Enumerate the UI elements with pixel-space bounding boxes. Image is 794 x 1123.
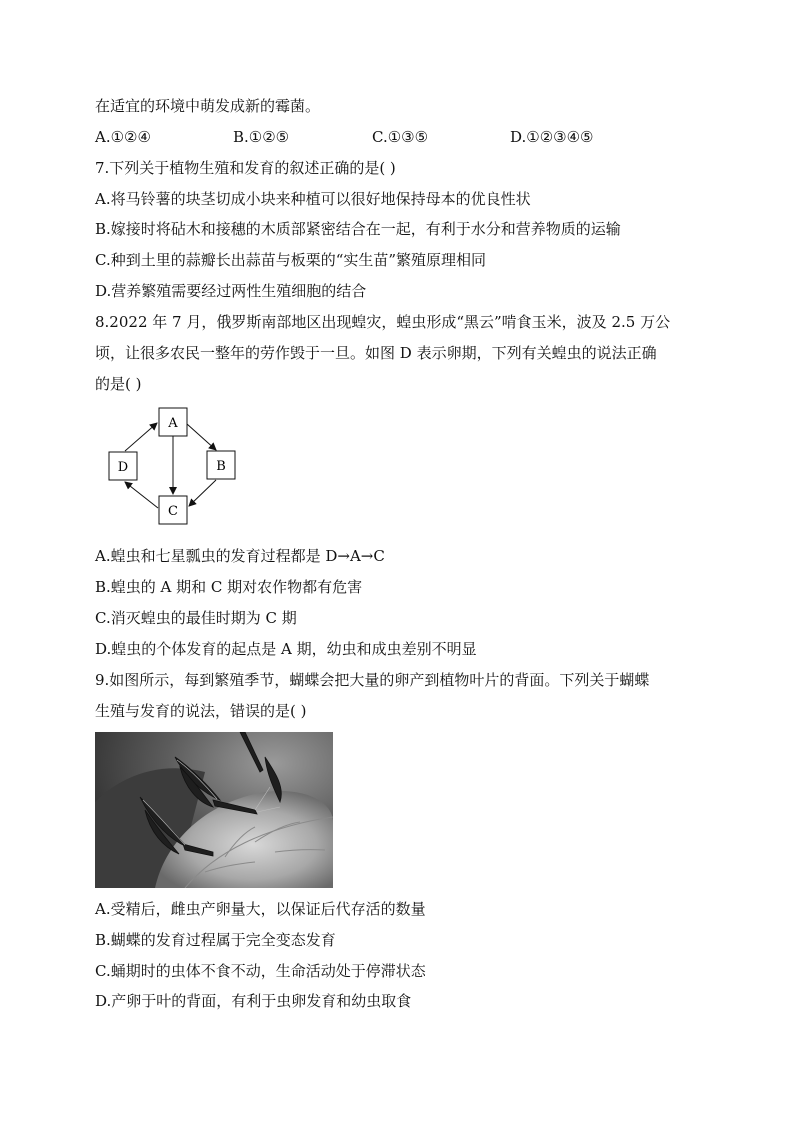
arrow-a-to-b <box>187 424 216 450</box>
arrow-c-to-d <box>125 482 158 508</box>
q8-stem-line-2: 顷，让很多农民一整年的劳作毁于一旦。如图 D 表示卵期，下列有关蝗虫的说法正确 <box>95 344 657 362</box>
stage-label-c: C <box>168 504 178 519</box>
stage-label-d: D <box>117 460 129 475</box>
q8-option-c: C.消灭蝗虫的最佳时期为 C 期 <box>95 609 297 627</box>
q8-stem-line-3: 的是( ) <box>95 375 142 393</box>
q9-option-d: D.产卵于叶的背面，有利于虫卵发育和幼虫取食 <box>95 992 412 1010</box>
life-cycle-diagram <box>100 402 250 528</box>
butterfly-photo <box>95 732 333 888</box>
q8-stem-line-1: 8.2022 年 7 月，俄罗斯南部地区出现蝗灾，蝗虫形成“黑云”啃食玉米，波及 2.5 万公 <box>95 313 671 331</box>
arrow-b-to-c <box>189 480 216 506</box>
arrow-d-to-a <box>125 423 157 451</box>
q6-option-c: C.①③⑤ <box>372 128 429 146</box>
q9-option-b: B.蝴蝶的发育过程属于完全变态发育 <box>95 931 336 949</box>
q6-option-b: B.①②⑤ <box>233 128 290 146</box>
continuation-text: 在适宜的环境中萌发成新的霉菌。 <box>95 97 321 115</box>
q6-option-d: D.①②③④⑤ <box>510 128 594 146</box>
q8-option-a: A.蝗虫和七星瓢虫的发育过程都是 D→A→C <box>95 547 385 565</box>
q7-option-b: B.嫁接时将砧木和接穗的木质部紧密结合在一起，有利于水分和营养物质的运输 <box>95 220 621 238</box>
butterfly-photo-drawing <box>95 732 333 888</box>
q9-stem-line-1: 9.如图所示，每到繁殖季节，蝴蝶会把大量的卵产到植物叶片的背面。下列关于蝴蝶 <box>95 671 650 689</box>
q8-option-d: D.蝗虫的个体发育的起点是 A 期，幼虫和成虫差别不明显 <box>95 640 477 658</box>
q7-option-d: D.营养繁殖需要经过两性生殖细胞的结合 <box>95 282 367 300</box>
q9-option-a: A.受精后，雌虫产卵量大，以保证后代存活的数量 <box>95 900 426 918</box>
stage-label-b: B <box>216 459 226 474</box>
q8-option-b: B.蝗虫的 A 期和 C 期对农作物都有危害 <box>95 578 363 596</box>
q7-option-c: C.种到土里的蒜瓣长出蒜苗与板栗的“实生苗”繁殖原理相同 <box>95 251 487 269</box>
q6-option-a: A.①②④ <box>95 128 151 146</box>
q7-option-a: A.将马铃薯的块茎切成小块来种植可以很好地保持母本的优良性状 <box>95 190 531 208</box>
stage-label-a: A <box>168 416 178 431</box>
q7-stem: 7.下列关于植物生殖和发育的叙述正确的是( ) <box>95 159 396 177</box>
q9-stem-line-2: 生殖与发育的说法，错误的是( ) <box>95 702 307 720</box>
q9-option-c: C.蛹期时的虫体不食不动，生命活动处于停滞状态 <box>95 962 426 980</box>
